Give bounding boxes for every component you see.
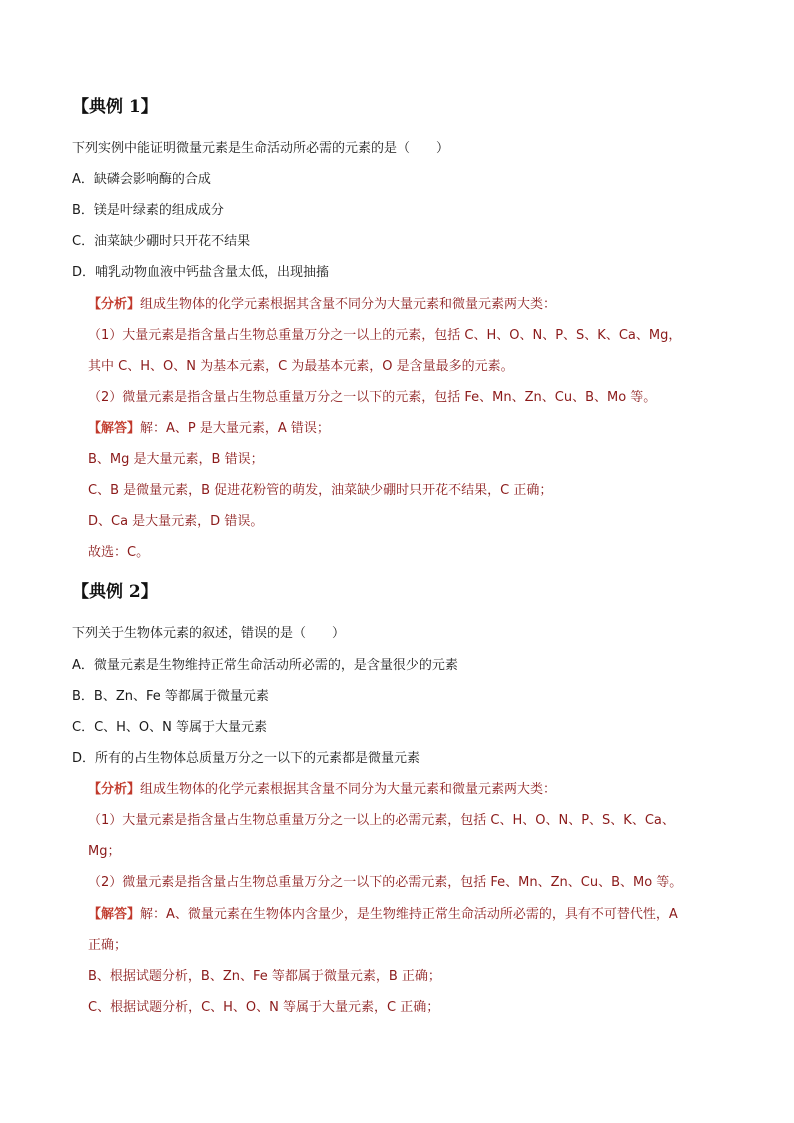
answer-tag: 【解答】 [88,907,141,922]
example1-option-c: C．油菜缺少硼时只开花不结果 [72,234,251,249]
answer-tag: 【解答】 [88,421,141,436]
example2-analysis-point-3: （2）微量元素是指含量占生物总重量万分之一以下的必需元素，包括 Fe、Mn、Zn、Cu、B、Mo 等。 [88,875,683,890]
example1-answer-line-4: 故选：C。 [88,545,150,560]
example2-analysis-point-1: （1）大量元素是指含量占生物总重量万分之一以上的必需元素，包括 C、H、O、N、P、S、K、Ca、 [88,813,675,828]
example1-analysis-point-3: （2）微量元素是指含量占生物总重量万分之一以下的元素，包括 Fe、Mn、Zn、Cu、B、Mo 等。 [88,390,657,405]
example2-answer-line-3: C、根据试题分析，C、H、O、N 等属于大量元素，C 正确； [88,1000,440,1015]
example2-analysis [88,780,556,800]
answer-first-line: 解：A、P 是大量元素，A 错误； [140,421,330,436]
example2-option-a: A．微量元素是生物维持正常生命活动所必需的，是含量很少的元素 [72,658,458,673]
example2-option-d: D．所有的占生物体总质量万分之一以下的元素都是微量元素 [72,751,421,766]
example2-heading: 【典例 2】 [72,582,158,602]
example1-option-a: A．缺磷会影响酶的合成 [72,172,211,187]
example1-answer-line-3: D、Ca 是大量元素，D 错误。 [88,514,264,529]
example2-question: 下列关于生物体元素的叙述，错误的是（ ） [72,626,346,641]
example2-answer-line-1: 正确； [88,938,128,953]
example1-option-b: B．镁是叶绿素的组成成分 [72,203,224,218]
example1-answer [88,419,330,439]
example1-analysis-point-2: 其中 C、H、O、N 为基本元素，C 为最基本元素，O 是含量最多的元素。 [88,359,514,374]
example2-analysis-point-2: Mg； [88,844,121,859]
example1-analysis-point-1: （1）大量元素是指含量占生物总重量万分之一以上的元素，包括 C、H、O、N、P、S、K、Ca、Mg， [88,328,682,343]
example1-question: 下列实例中能证明微量元素是生命活动所必需的元素的是（ ） [72,141,450,156]
analysis-tag: 【分析】 [88,782,141,797]
example2-option-b: B．B、Zn、Fe 等都属于微量元素 [72,689,269,704]
analysis-text: 组成生物体的化学元素根据其含量不同分为大量元素和微量元素两大类： [140,782,557,797]
example2-option-c: C．C、H、O、N 等属于大量元素 [72,720,268,735]
answer-first-line: 解：A、微量元素在生物体内含量少，是生物维持正常生命活动所必需的，具有不可替代性，A [140,907,678,922]
example2-answer [88,905,678,925]
example1-answer-line-1: B、Mg 是大量元素，B 错误； [88,452,264,467]
example2-answer-line-2: B、根据试题分析，B、Zn、Fe 等都属于微量元素，B 正确； [88,969,441,984]
example1-analysis [88,295,556,315]
analysis-text: 组成生物体的化学元素根据其含量不同分为大量元素和微量元素两大类： [140,297,557,312]
example1-heading: 【典例 1】 [72,97,158,117]
example1-answer-line-2: C、B 是微量元素，B 促进花粉管的萌发，油菜缺少硼时只开花不结果，C 正确； [88,483,553,498]
example1-option-d: D．哺乳动物血液中钙盐含量太低，出现抽搐 [72,265,330,280]
analysis-tag: 【分析】 [88,297,141,312]
